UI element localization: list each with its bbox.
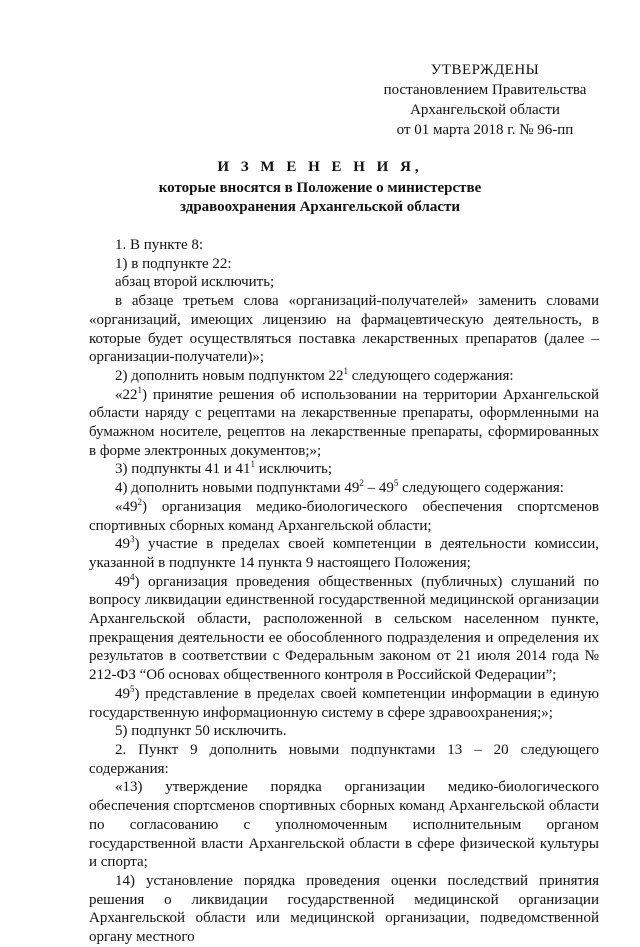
- paragraph: [89, 573, 599, 685]
- text-run: «22: [115, 386, 138, 403]
- paragraph: [89, 535, 599, 572]
- text-run: ) представление в пределах своей компетенции информации в единую государственную информационную систему в сфере здравоохранения;»;: [89, 685, 599, 721]
- paragraph: в абзаце третьем слова «организаций-получателей» заменить словами «организаций, имеющих лицензию на фармацевтическую деятельность, в которые будет осуществляться поставка лекарственных препаратов (далее – организации-получатели)»;: [89, 293, 599, 366]
- text-run: следующего содержания:: [398, 480, 564, 497]
- superscript: 2: [137, 496, 142, 507]
- approval-heading: УТВЕРЖДЕНЫ: [430, 62, 540, 78]
- title-heading: И З М Е Н Е Н И Я,: [217, 159, 423, 175]
- text-run: – 49: [363, 480, 394, 497]
- superscript: 1: [137, 384, 142, 395]
- text-run: ) организация проведения общественных (публичных) слушаний по вопросу ликвидации единственной государственной медицинской организации Архангельской области, расположенной в сельском населенном пункте, прекращения деятельности ее обособленного подразделения и определения их результатов в соответствии с Федеральным законом от 21 июля 2014 года № 212-ФЗ “Об основах общественного контроля в Российской Федерации”;: [89, 573, 599, 684]
- title-line: здравоохранения Архангельской области: [179, 199, 461, 215]
- superscript: 5: [393, 478, 399, 489]
- text-run: «49: [115, 498, 138, 515]
- text-run: 3) подпункты 41 и 41: [115, 461, 251, 478]
- paragraph: [89, 460, 599, 479]
- text-run: 49: [115, 685, 130, 702]
- text-run: 4) дополнить новыми подпунктами 49: [115, 480, 360, 497]
- paragraph: 1) в подпункте 22:: [115, 255, 232, 272]
- approval-line: Архангельской области: [410, 102, 560, 118]
- document-body: [89, 236, 599, 947]
- text-run: 49: [115, 573, 130, 590]
- superscript: 2: [359, 478, 364, 489]
- paragraph: [89, 498, 599, 535]
- paragraph: 2. Пункт 9 дополнить новыми подпунктами 13 – 20 следующего содержания:: [89, 741, 599, 777]
- paragraph: 14) установление порядка проведения оценки последствий принятия решения о ликвидации государственной медицинской организации Архангельской области или медицинской организации, подведомственной органу местного: [89, 872, 599, 946]
- approval-block: [340, 60, 630, 140]
- document-title: [120, 158, 520, 217]
- text-run: исключить;: [255, 461, 333, 478]
- paragraph: [89, 386, 599, 461]
- paragraph: абзац второй исключить;: [115, 274, 275, 291]
- paragraph: 1. В пункте 8:: [115, 237, 204, 253]
- text-run: ) принятие решения об использовании на территории Архангельской области наряду с рецептами на лекарственные препараты, оформленными на бумажном носителе, рецептов на лекарственные препараты, сформированных в форме электронных документов;»;: [89, 386, 599, 459]
- paragraph: [89, 685, 599, 722]
- paragraph: 5) подпункт 50 исключить.: [115, 723, 287, 740]
- text-run: 2) дополнить новым подпунктом 22: [115, 367, 344, 384]
- approval-date-line: от 01 марта 2018 г. № 96-пп: [396, 122, 574, 138]
- paragraph: «13) утверждение порядка организации медико-биологического обеспечения спортсменов спортивных сборных команд Архангельской области по согласованию с уполномоченным исполнительным органом государственной власти Архангельской области в сфере физической культуры и спорта;: [89, 779, 599, 871]
- paragraph: [89, 479, 599, 498]
- paragraph: [89, 367, 599, 386]
- superscript: 3: [130, 534, 135, 545]
- superscript: 1: [343, 365, 349, 376]
- approval-line: постановлением Правительства: [383, 82, 587, 98]
- superscript: 4: [130, 571, 135, 582]
- text-run: следующего содержания:: [348, 367, 514, 384]
- superscript: 5: [130, 683, 135, 694]
- text-run: 49: [115, 536, 130, 553]
- text-run: ) участие в пределах своей компетенции в деятельности комиссии, указанной в подпункте 14 пункта 9 настоящего Положения;: [89, 536, 599, 571]
- title-line: которые вносятся в Положение о министерстве: [158, 180, 482, 196]
- text-run: ) организация медико-биологического обеспечения спортсменов спортивных сборных команд Архангельской области;: [89, 498, 599, 534]
- superscript: 1: [250, 459, 256, 470]
